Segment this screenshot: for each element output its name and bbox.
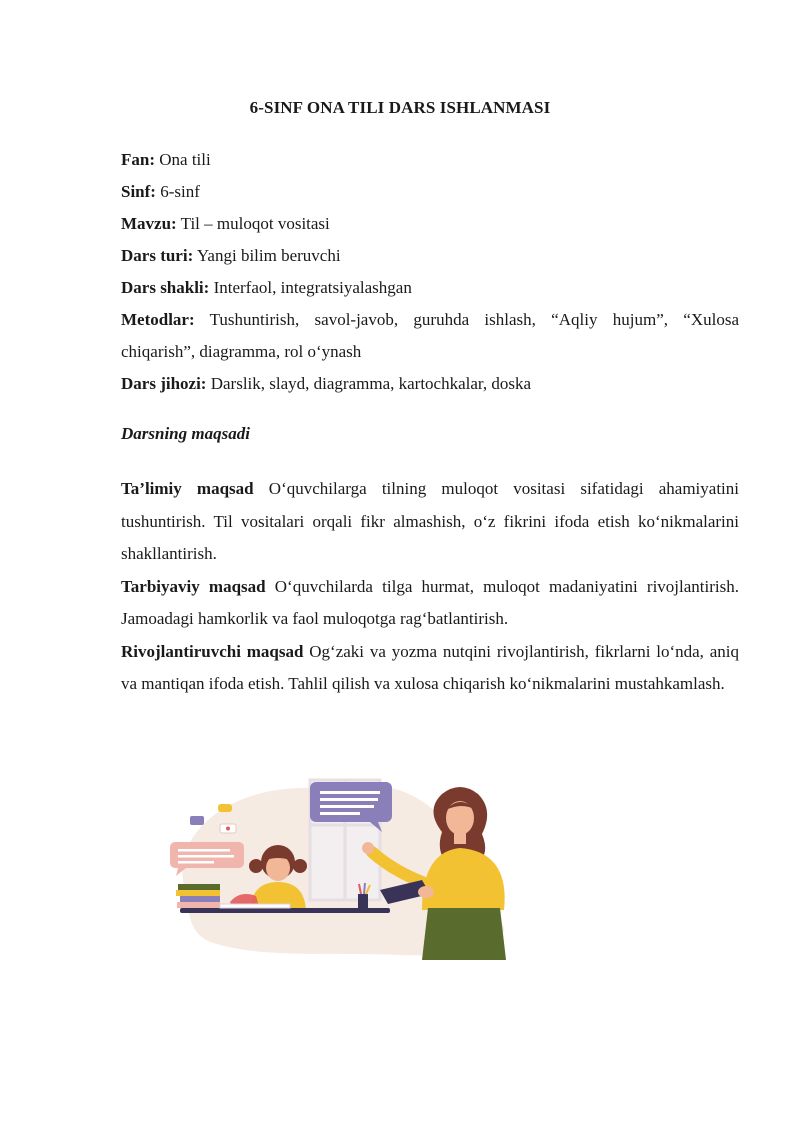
info-value: 6-sinf xyxy=(160,182,200,201)
info-label: Dars jihozi: xyxy=(121,374,207,393)
goal-label: Tarbiyaviy maqsad xyxy=(121,576,266,596)
info-label: Fan: xyxy=(121,150,155,169)
info-value: Interfaol, integratsiyalashgan xyxy=(213,278,412,297)
info-value: Ona tili xyxy=(159,150,211,169)
goal-label: Ta’limiy maqsad xyxy=(121,479,254,498)
goal-text: Og‘zaki va yozma nutqini rivojlantirish, fikrlarni lo‘nda, aniq va mantiqan ifoda etish. Tahlil qilish va xulosa chiqarish ko‘nikmalarini mustahkamlash. xyxy=(121,641,740,693)
info-label: Dars turi: xyxy=(121,246,194,265)
info-line-dars-jihozi xyxy=(121,368,739,400)
goal-rivojlantiruvchi xyxy=(121,636,739,701)
info-line-mavzu xyxy=(121,208,739,240)
goal-talimiy xyxy=(121,473,739,571)
goal-text: O‘quvchilarga tilning muloqot vositasi sifatidagi ahamiyatini tushuntirish. Til vositalari orqali fikr almashish, o‘z fikrini ifoda etish ko‘nikmalarini shakllantirish. xyxy=(121,479,739,563)
document-title: 6-SINF ONA TILI DARS ISHLANMASI xyxy=(249,98,551,117)
info-value: Tushuntirish, savol-javob, guruhda ishlash, “Aqliy hujum”, “Xulosa chiqarish”, diagramma, rol o‘ynash xyxy=(121,310,739,361)
lesson-info xyxy=(121,144,739,400)
goal-text: O‘quvchilarda tilga hurmat, muloqot madaniyatini rivojlantirish. Jamoadagi hamkorlik va faol muloqotga rag‘batlantirish. xyxy=(121,576,739,628)
info-label: Mavzu: xyxy=(121,214,177,233)
info-line-dars-shakli xyxy=(121,272,739,304)
goal-label: Rivojlantiruvchi maqsad xyxy=(121,641,304,661)
teacher-and-student-illustration xyxy=(160,770,540,960)
goal-tarbiyaviy xyxy=(121,571,739,636)
info-label: Metodlar: xyxy=(121,310,195,329)
info-label: Dars shakli: xyxy=(121,278,210,297)
info-label: Sinf: xyxy=(121,182,156,201)
desk xyxy=(180,908,390,913)
info-line-metodlar xyxy=(121,304,739,368)
info-value: Yangi bilim beruvchi xyxy=(196,246,341,265)
lesson-goals xyxy=(121,473,739,701)
info-line-sinf xyxy=(121,176,739,208)
info-line-dars-turi xyxy=(121,240,739,272)
info-value: Til – muloqot vositasi xyxy=(180,214,330,233)
info-line-fan xyxy=(121,144,739,176)
section-heading: Darsning maqsadi xyxy=(121,424,250,443)
books-icon xyxy=(176,884,220,908)
info-value: Darslik, slayd, diagramma, kartochkalar, doska xyxy=(210,374,532,393)
